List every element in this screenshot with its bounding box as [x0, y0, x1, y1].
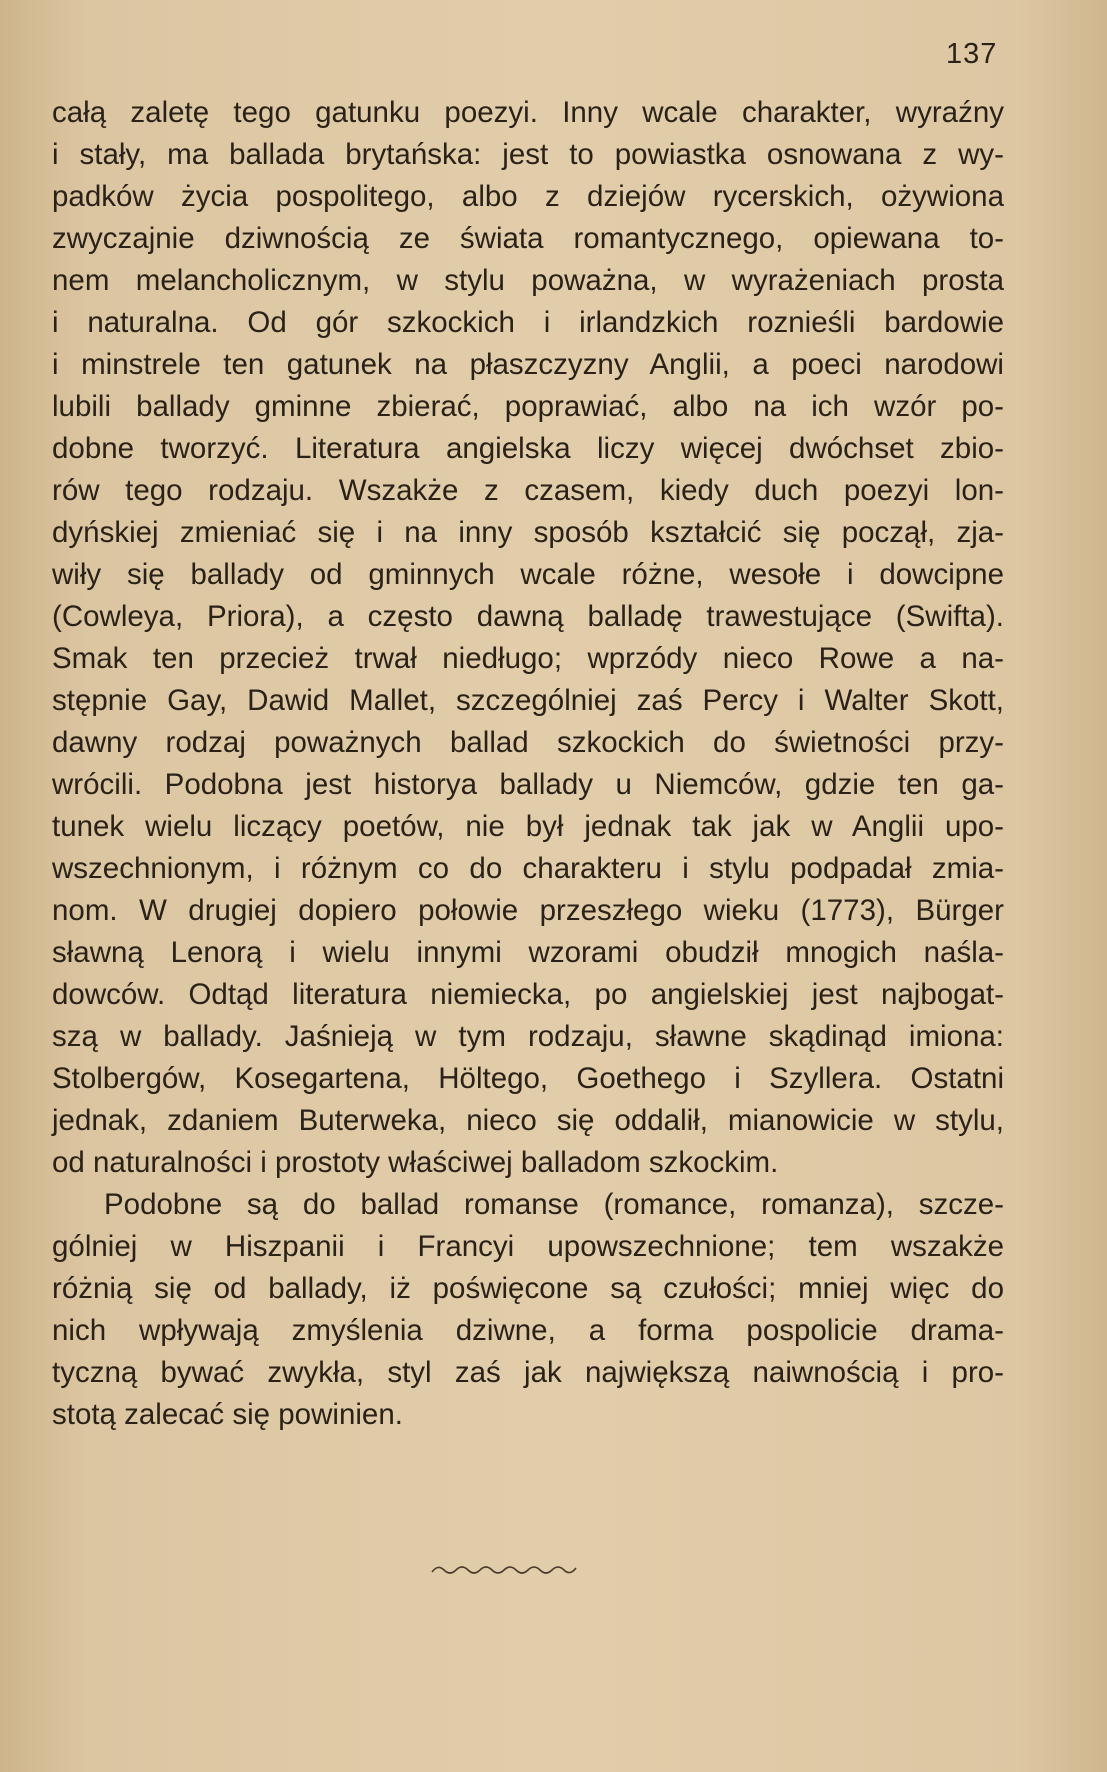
text-line: Podobne są do ballad romanse (romance, romanza), szcze- [104, 1188, 1004, 1221]
text-line: jednak, zdaniem Buterweka, nieco się oddalił, mianowicie w stylu, [52, 1104, 1004, 1137]
text-line: tunek wielu liczący poetów, nie był jednak tak jak w Anglii upo- [52, 810, 1004, 843]
body-text [52, 92, 1004, 1436]
text-line: sławną Lenorą i wielu innymi wzorami obudził mnogich naśla- [52, 936, 1004, 969]
text-line: stotą zalecać się powinien. [52, 1398, 403, 1431]
text-line: Smak ten przecież trwał niedługo; wprzódy nieco Rowe a na- [52, 642, 1004, 675]
page-number: 137 [946, 38, 998, 70]
text-line: szą w ballady. Jaśnieją w tym rodzaju, sławne skądinąd imiona: [52, 1020, 1004, 1053]
text-line: całą zaletę tego gatunku poezyi. Inny wcale charakter, wyraźny [52, 96, 1004, 129]
text-line: wrócili. Podobna jest historya ballady u Niemców, gdzie ten ga- [52, 768, 1004, 801]
text-line: nem melancholicznym, w stylu poważna, w wyrażeniach prosta [52, 264, 1004, 297]
text-line: nom. W drugiej dopiero połowie przeszłego wieku (1773), Bürger [52, 894, 1004, 927]
text-line: dyńskiej zmieniać się i na inny sposób kształcić się począł, zja- [52, 516, 1004, 549]
text-line: nich wpływają zmyślenia dziwne, a forma pospolicie drama- [52, 1314, 1004, 1347]
text-line: lubili ballady gminne zbierać, poprawiać, albo na ich wzór po- [52, 390, 1004, 423]
text-line: rów tego rodzaju. Wszakże z czasem, kiedy duch poezyi lon- [52, 474, 1004, 507]
text-line: Stolbergów, Kosegartena, Höltego, Goethego i Szyllera. Ostatni [52, 1062, 1004, 1095]
text-line: wiły się ballady od gminnych wcale różne, wesołe i dowcipne [52, 558, 1004, 591]
text-line: i minstrele ten gatunek na płaszczyzny Anglii, a poeci narodowi [52, 348, 1004, 381]
text-line: zwyczajnie dziwnością ze świata romantycznego, opiewana to- [52, 222, 1004, 255]
text-line: wszechnionym, i różnym co do charakteru i stylu podpadał zmia- [52, 852, 1004, 885]
text-line: i naturalna. Od gór szkockich i irlandzkich roznieśli bardowie [52, 306, 1004, 339]
wavy-line-ornament-icon [430, 1560, 580, 1580]
text-line: od naturalności i prostoty właściwej balladom szkockim. [52, 1146, 779, 1179]
text-line: dobne tworzyć. Literatura angielska liczy więcej dwóchset zbio- [52, 432, 1004, 465]
text-line: gólniej w Hiszpanii i Francyi upowszechnione; tem wszakże [52, 1230, 1004, 1263]
text-line: tyczną bywać zwykła, styl zaś jak największą naiwnością i pro- [52, 1356, 1004, 1389]
text-line: różnią się od ballady, iż poświęcone są czułości; mniej więc do [52, 1272, 1004, 1305]
text-line: stępnie Gay, Dawid Mallet, szczególniej zaś Percy i Walter Skott, [52, 684, 1004, 717]
text-line: padków życia pospolitego, albo z dziejów rycerskich, ożywiona [52, 180, 1004, 213]
text-line: (Cowleya, Priora), a często dawną balladę trawestujące (Swifta). [52, 600, 1004, 633]
text-line: dowców. Odtąd literatura niemiecka, po angielskiej jest najbogat- [52, 978, 1004, 1011]
text-line: dawny rodzaj poważnych ballad szkockich do świetności przy- [52, 726, 1004, 759]
text-line: i stały, ma ballada brytańska: jest to powiastka osnowana z wy- [52, 138, 1004, 171]
